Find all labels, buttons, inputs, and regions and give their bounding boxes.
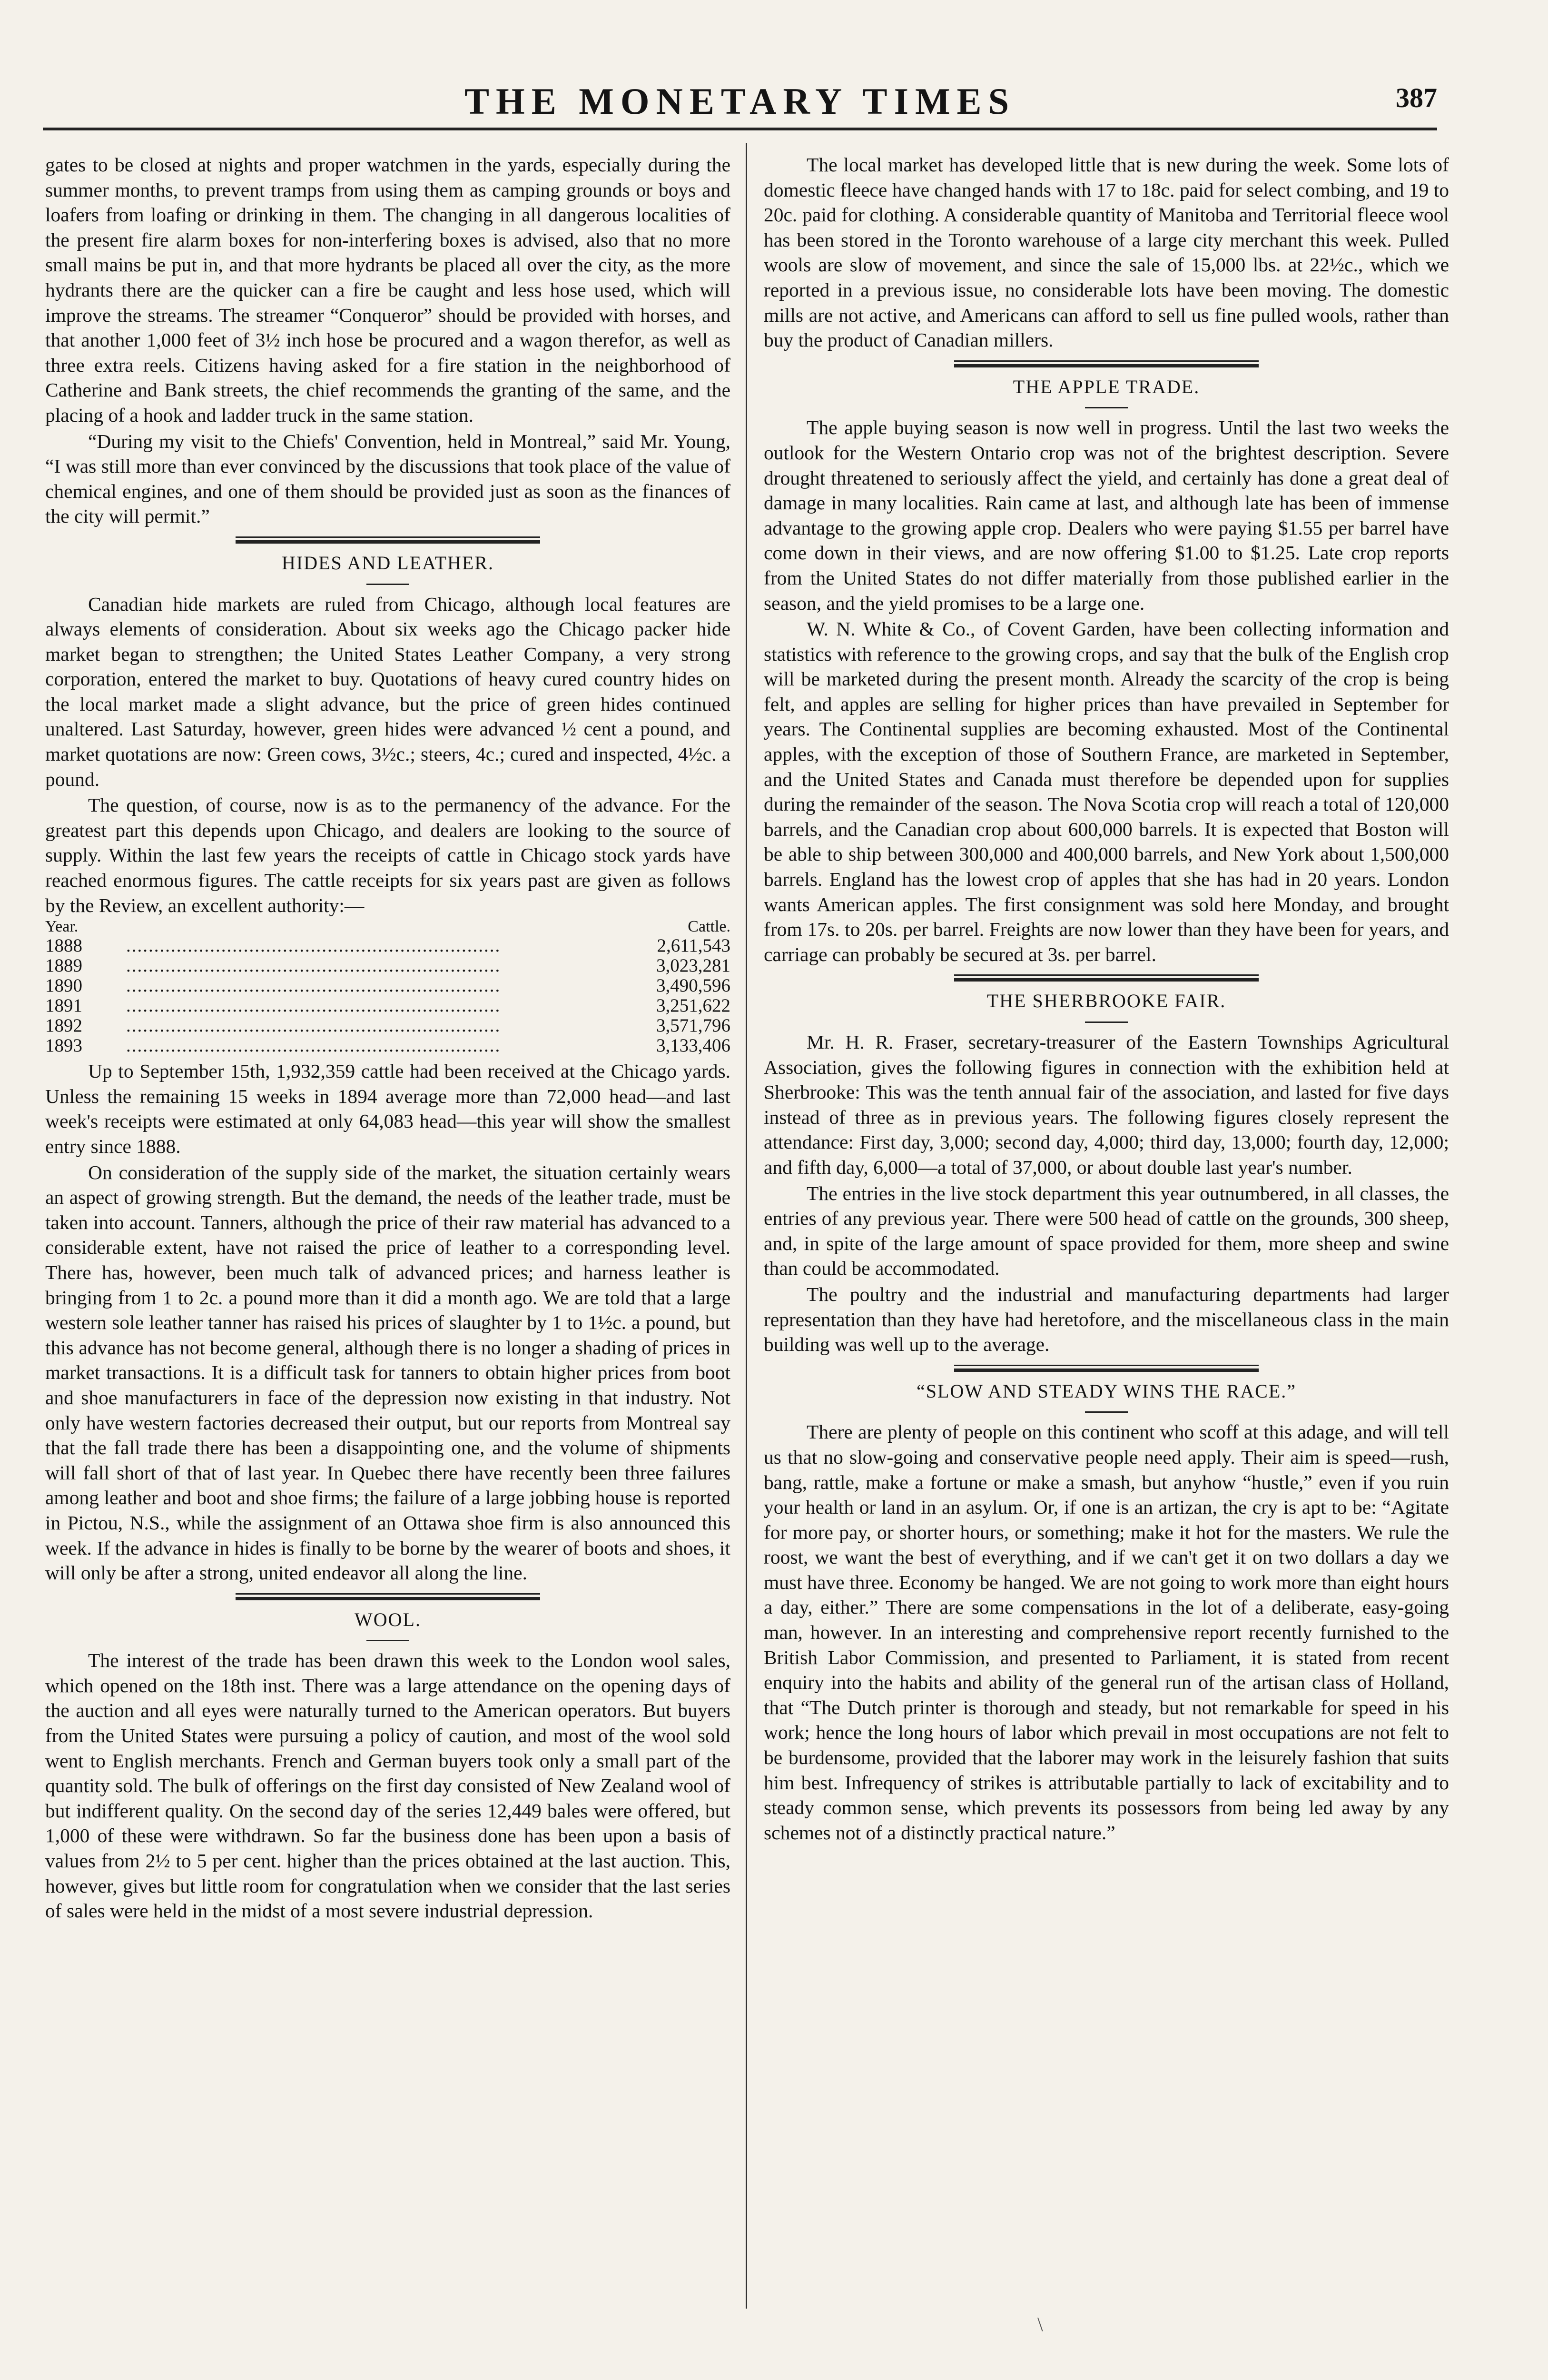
section-separator xyxy=(764,971,1449,985)
article-paragraph: The entries in the live stock department this year outnumbered, in all classes, the entries of any previous year. There were 500 head of cattle on the grounds, 300 sheep, and, in spite of the large amount of space provided for them, more sheep and swine than could be accommodated. xyxy=(764,1182,1449,1279)
article-paragraph: The interest of the trade has been drawn this week to the London wool sales, which opened on the 18th inst. There was a large attendance on the opening days of the auction and all eyes were naturally turned to the American operators. But buyers from the United States were pursuing a policy of caution, and most of the wool sold went to English merchants. French and German buyers took only a small part of the quantity sold. The bulk of offerings on the first day consisted of New Zealand wool of but indifferent quality. On the second day of the series 12,449 bales were offered, but 1,000 of these were withdrawn. So far the business done has been upon a basis of values from 2½ to 5 per cent. higher than the prices obtained at the last auction. This, however, gives but little room for congratulation when we consider that the last series of sales were held in the midst of a most severe industrial depression. xyxy=(45,1649,730,1922)
article-paragraph: The local market has developed little that is new during the week. Some lots of domestic fleece have changed hands with 17 to 18c. paid for select combing, and 19 to 20c. paid for clothing. A considerable quantity of Manitoba and Territorial fleece wool has been stored in the Toronto warehouse of a large city merchant this week. Pulled wools are slow of movement, and since the sale of 15,000 lbs. at 22½c., which we reported in a previous issue, no considerable lots have been moving. The domestic mills are not active, and Americans can afford to sell us fine pulled wools, rather than buy the product of Canadian millers. xyxy=(764,154,1449,351)
right-column xyxy=(764,152,1449,2327)
article-paragraph: W. N. White & Co., of Covent Garden, have been collecting information and statistics with reference to the growing crops, and say that the bulk of the English crop will be marketed during the present month. Already the scarcity of the crop is being felt, and apples are selling for higher prices than have prevailed in September for years. The Continental supplies are becoming exhausted. Most of the Continental apples, with the exception of those of Southern France, are marketed in September, and the United States and Canada must therefore be depended upon for supplies during the remainder of the season. The Nova Scotia crop will reach a total of 120,000 barrels, and the Canadian crop about 600,000 barrels. It is expected that Boston will be able to ship between 300,000 and 400,000 barrels, and New York about 1,500,000 barrels. England has the lowest crop of apples that she has had in 20 years. London wants American apples. The first consignment was sold here Monday, and brought from 17s. to 20s. per barrel. Freights are now lower than they have been for years, and carriage can probably be secured at 3s. per barrel. xyxy=(764,618,1449,965)
article-paragraph: The question, of course, now is as to the permanency of the advance. For the greatest part this depends upon Chicago, and dealers are looking to the source of supply. Within the last few years the receipts of cattle in Chicago stock yards have reached enormous figures. The cattle receipts for six years past are given as follows by the Review, an excellent authority:— xyxy=(45,794,730,916)
section-heading-wool: WOOL. xyxy=(355,1608,421,1630)
left-column xyxy=(45,152,730,2327)
article-paragraph: Canadian hide markets are ruled from Chicago, although local features are always elements of consideration. About six weeks ago the Chicago packer hide market began to strengthen; the United States Leather Company, a very strong corporation, entered the market to buy. Quotations of heavy cured country hides on the local market made a slight advance, but the price of green hides continued unaltered. Last Saturday, however, green hides were advanced ½ cent a pound, and market quotations are now: Green cows, 3½c.; steers, 4c.; cured and inspected, 4½c. a pound. xyxy=(45,593,730,790)
print-mark: \ xyxy=(1037,2314,1043,2336)
cattle-receipts-table xyxy=(45,918,730,1056)
section-heading-hides: HIDES AND LEATHER. xyxy=(282,552,494,574)
table-row: 1891 ................................................................... 3,251,622 xyxy=(45,995,730,1016)
heading-rule xyxy=(1085,1411,1128,1413)
article-paragraph: Up to September 15th, 1,932,359 cattle had been received at the Chicago yards. Unless the remaining 15 weeks in 1894 average more than 72,000 head—and last week's receipts were estimated at only 64,083 head—this year will show the smallest entry since 1888. xyxy=(45,1060,730,1157)
section-heading-apple: THE APPLE TRADE. xyxy=(1013,376,1200,397)
heading-rule xyxy=(366,1640,409,1641)
article-paragraph: The apple buying season is now well in progress. Until the last two weeks the outlook for the Western Ontario crop was not of the brightest description. Severe drought threatened to seriously affect the yield, and certainly has done a great deal of damage in many localities. Rain came at last, and although late has been of immense advantage to the growing apple crop. Dealers who were paying $1.55 per barrel have come down in their views, and are now offering $1.00 to $1.25. Late crop reports from the United States do not differ materially from those published earlier in the season, and the yield promises to be a large one. xyxy=(764,416,1449,614)
table-row: 1890 ................................................................... 3,490,596 xyxy=(45,975,730,996)
section-separator xyxy=(764,1361,1449,1375)
article-paragraph: On consideration of the supply side of the market, the situation certainly wears an aspect of growing strength. But the demand, the needs of the leather trade, must be taken into account. Tanners, although the price of their raw material has advanced to a considerable extent, have not raised the price of leather to a corresponding level. There has, however, been much talk of advanced prices; and harness leather is bringing from 1 to 2c. a pound more than it did a month ago. We are told that a large western sole leather tanner has raised his prices of slaughter by 1 to 1½c. a pound, but this advance has not become general, although there is no longer a shading of prices in market transactions. It is a difficult task for tanners to obtain higher prices from boot and shoe manufacturers in face of the depression now existing in that industry. Not only have western factories decreased their output, but our reports from Montreal say that the fall trade there has been a disappointing one, and the volume of shipments will fall short of that of last year. In Quebec there have recently been three failures among leather and boot and shoe firms; the failure of a large jobbing house is reported in Pictou, N.S., while the assignment of an Ottawa shoe firm is also announced this week. If the advance in hides is finally to be borne by the wearer of boots and shoes, it will only be after a strong, united endeavor all along the line. xyxy=(45,1161,730,1584)
column-divider xyxy=(746,143,747,2309)
table-row: 1889 ................................................................... 3,023,281 xyxy=(45,955,730,976)
section-heading-sherbrooke: THE SHERBROOKE FAIR. xyxy=(986,990,1226,1012)
section-separator xyxy=(45,1589,730,1604)
article-paragraph: “During my visit to the Chiefs' Convention, held in Montreal,” said Mr. Young, “I was still more than ever convinced by the discussions that took place of the value of chemical engines, and one of them should be provided just as soon as the finances of the city will permit.” xyxy=(45,430,730,527)
section-separator xyxy=(764,357,1449,371)
heading-rule xyxy=(1085,407,1128,408)
publication-title: THE MONETARY TIMES xyxy=(464,80,1016,122)
article-paragraph: There are plenty of people on this continent who scoff at this adage, and will tell us that no slow-going and conservative people need apply. Their aim is speed—rush, bang, rattle, make a fortune or make a smash, but anyhow “hustle,” even if you ruin your health or land in an asylum. Or, if one is an artizan, the cry is apt to be: “Agitate for more pay, or shorter hours, or something; make it hot for the masters. We rule the roost, we want the best of everything, and if we can't get it on two dollars a day we must have three. Economy be hanged. We are not going to work more than eight hours a day, either.” There are some compensations in the lot of a deliberate, easy-going man, however. In an interesting and comprehensive report recently furnished to the British Labor Commission, and presented to Parliament, it is stated from recent enquiry into the habits and ability of the general run of the artisan class of Holland, that “The Dutch printer is thorough and steady, but not remarkable for speed in his work; hence the long hours of labor which prevail in most occupations are not felt to be burdensome, provided that the laborer may work in the leisurely fashion that suits him best. Infrequency of strikes is attributable partially to lack of excitability and to steady common sense, which prevents its possessors from being led away by any schemes not of a distinctly practical nature.” xyxy=(764,1421,1449,1844)
section-heading-slow-steady: “SLOW AND STEADY WINS THE RACE.” xyxy=(916,1380,1297,1402)
page-number: 387 xyxy=(1396,82,1437,113)
table-header-year: Year. xyxy=(45,918,79,936)
article-paragraph: Mr. H. R. Fraser, secretary-treasurer of the Eastern Townships Agricultural Association, gives the following figures in connection with the exhibition held at Sherbrooke: This was the tenth annual fair of the association, and lasted for five days instead of three as in previous years. The following figures closely represent the attendance: First day, 3,000; second day, 4,000; third day, 13,000; fourth day, 12,000; and fifth day, 6,000—a total of 37,000, or about double last year's number. xyxy=(764,1031,1449,1178)
table-header-row xyxy=(45,918,730,936)
table-row: 1888 ................................................................... 2,611,543 xyxy=(45,935,730,956)
table-row: 1892 ................................................................... 3,571,796 xyxy=(45,1015,730,1036)
section-separator xyxy=(45,533,730,547)
table-header-cattle: Cattle. xyxy=(688,918,730,936)
masthead-rule xyxy=(43,128,1437,130)
heading-rule xyxy=(366,584,409,585)
heading-rule xyxy=(1085,1021,1128,1023)
article-paragraph: The poultry and the industrial and manufacturing departments had larger representation than they have had heretofore, and the miscellaneous class in the main building was well up to the average. xyxy=(764,1283,1449,1356)
table-row: 1893 ................................................................... 3,133,406 xyxy=(45,1035,730,1056)
masthead xyxy=(43,71,1437,129)
article-paragraph: gates to be closed at nights and proper watchmen in the yards, especially during the summer months, to prevent tramps from using them as camping grounds or boys and loafers from loafing or drinking in them. The changing in all dangerous localities of the present fire alarm boxes for non-interfering boxes is advised, also that no more small mains be put in, and that more hydrants be placed all over the city, as the more hydrants there are the quicker can a fire be caught and less hose used, which will improve the streams. The streamer “Conqueror” should be provided with horses, and that another 1,000 feet of 3½ inch hose be procured and a wagon therefor, as well as three extra reels. Citizens having asked for a fire station in the neighborhood of Catherine and Bank streets, the chief recommends the granting of the same, and the placing of a hook and ladder truck in the same station. xyxy=(45,154,730,426)
